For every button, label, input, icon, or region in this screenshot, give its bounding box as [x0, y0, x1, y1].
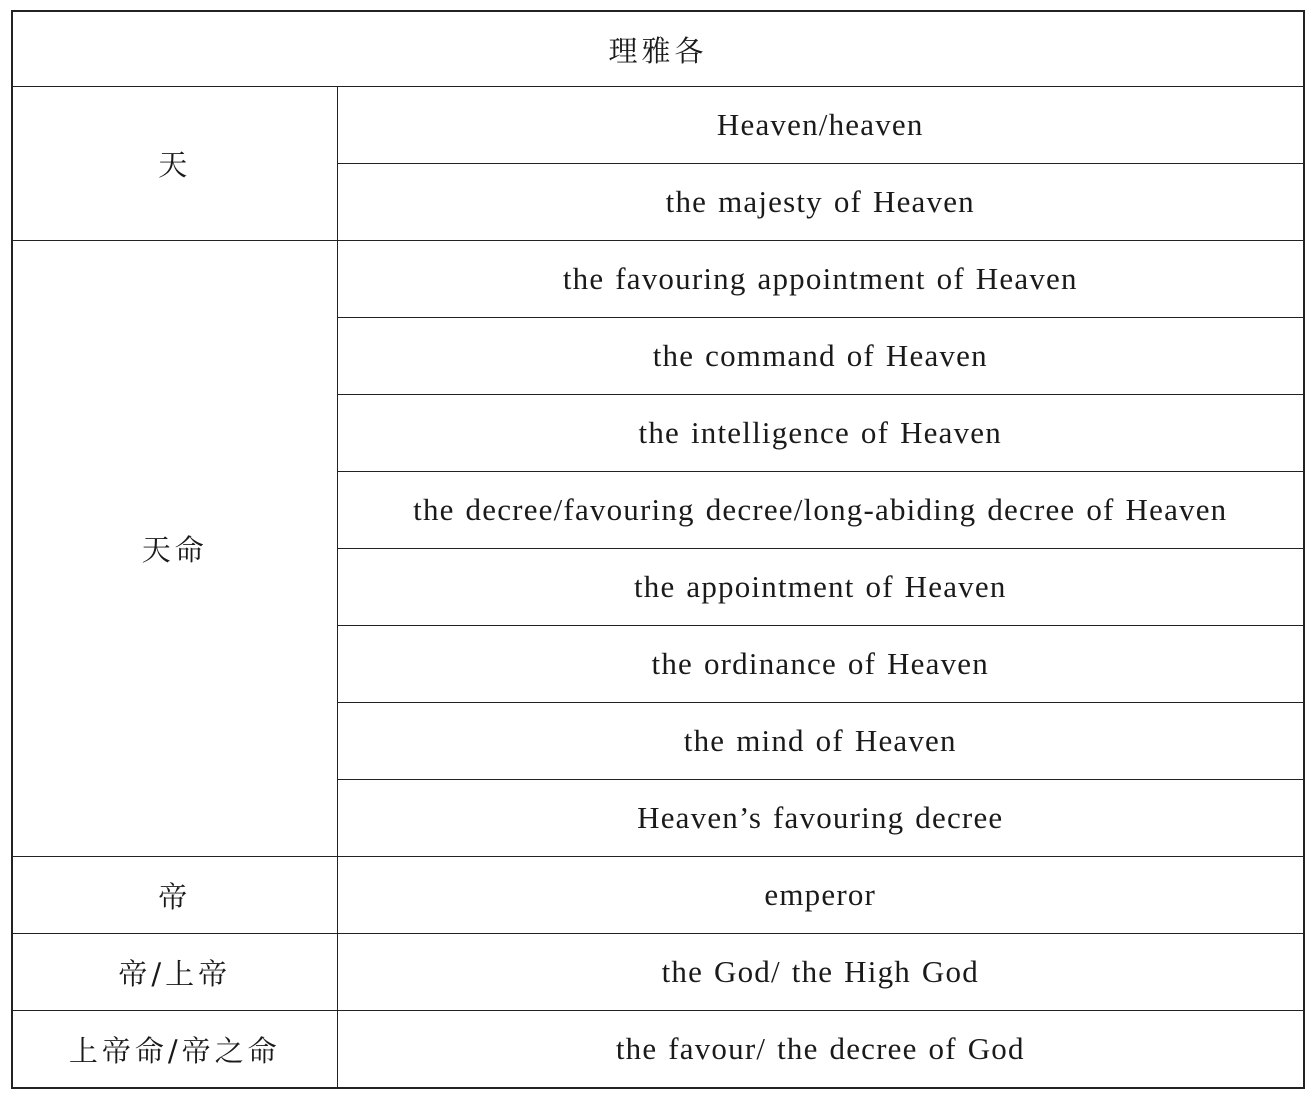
table-row: [12, 857, 1304, 934]
term-cell: 帝/上帝: [12, 934, 337, 1011]
translation-cell: the mind of Heaven: [337, 703, 1304, 780]
translation-cell: the God/ the High God: [337, 934, 1304, 1011]
translation-cell: Heaven’s favouring decree: [337, 780, 1304, 857]
translation-cell: the intelligence of Heaven: [337, 395, 1304, 472]
translation-cell: the decree/favouring decree/long-abiding decree of Heaven: [337, 472, 1304, 549]
term-cell: 帝: [12, 857, 337, 934]
term-cell: 天命: [12, 241, 337, 857]
translation-cell: emperor: [337, 857, 1304, 934]
translation-cell: Heaven/heaven: [337, 87, 1304, 164]
term-cell: 天: [12, 87, 337, 241]
table-row: [12, 1011, 1304, 1089]
table-row: [12, 87, 1304, 164]
translation-cell: the favour/ the decree of God: [337, 1011, 1304, 1089]
table-row: [12, 934, 1304, 1011]
header-row: [12, 11, 1304, 87]
translation-cell: the majesty of Heaven: [337, 164, 1304, 241]
table-row: [12, 241, 1304, 318]
translation-table: [11, 10, 1305, 1089]
translation-cell: the favouring appointment of Heaven: [337, 241, 1304, 318]
table-header: 理雅各: [12, 11, 1304, 87]
translation-cell: the appointment of Heaven: [337, 549, 1304, 626]
term-cell: 上帝命/帝之命: [12, 1011, 337, 1089]
translation-cell: the ordinance of Heaven: [337, 626, 1304, 703]
translation-cell: the command of Heaven: [337, 318, 1304, 395]
